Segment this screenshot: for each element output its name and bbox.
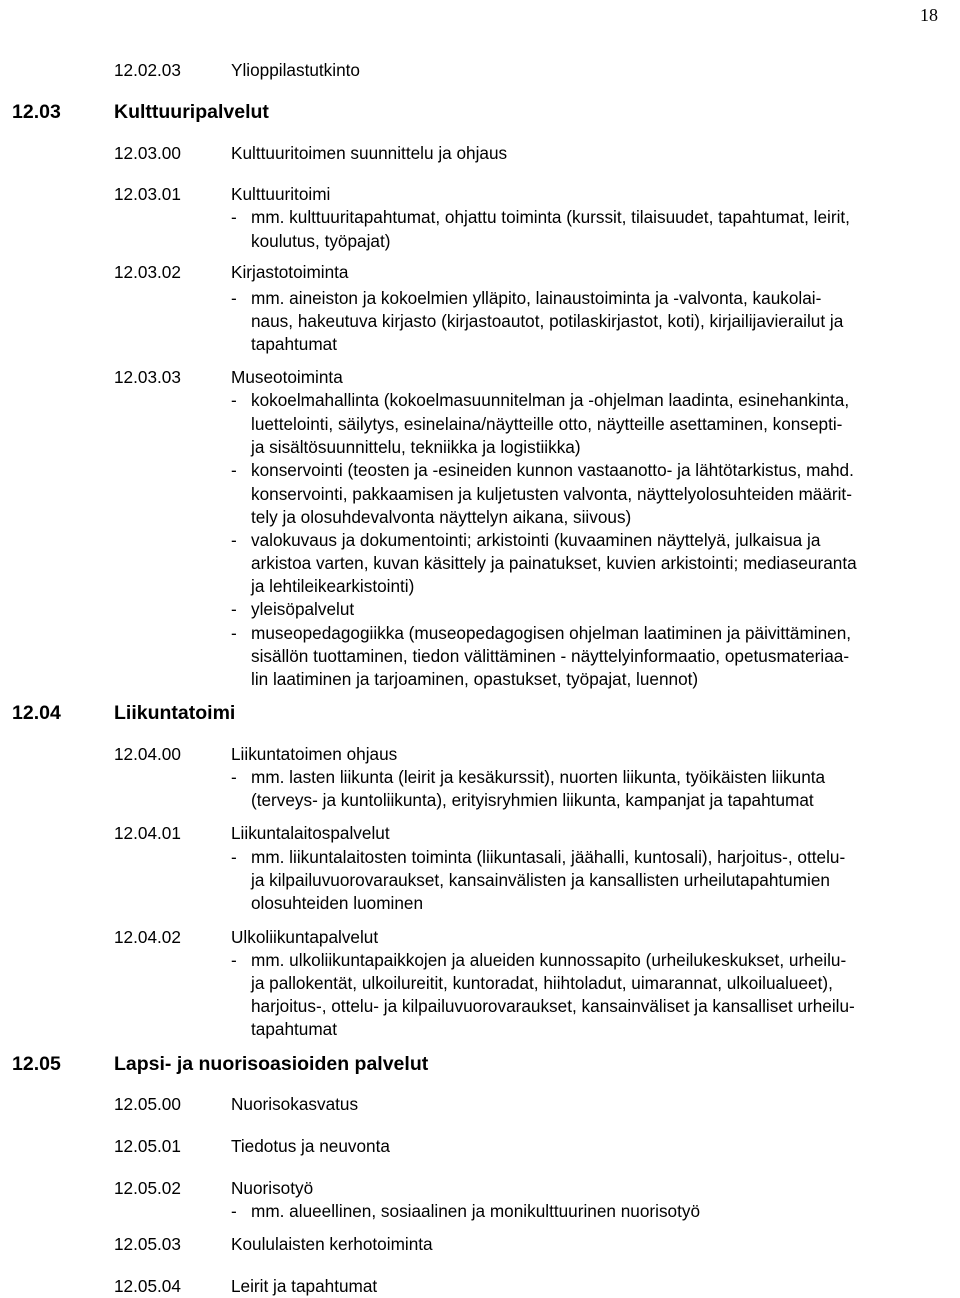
body-text-line: valokuvaus ja dokumentointi; arkistointi (kuvaaminen näyttelyä, julkaisua ja: [251, 530, 821, 550]
body-text-line: mm. kulttuuritapahtumat, ohjattu toiminta (kurssit, tilaisuudet, tapahtumat, leirit,: [251, 207, 850, 227]
subsection-number: 12.04.01: [114, 823, 181, 843]
body-text-line: tely ja olosuhdevalvonta näyttelyn aikana, siivous): [251, 507, 632, 527]
subsection-number: 12.03.01: [114, 184, 181, 204]
body-text-line: arkistoa varten, kuvan käsittely ja painatukset, kuvien arkistointi; mediaseuranta: [251, 553, 857, 573]
subsection-number: 12.05.00: [114, 1094, 181, 1114]
subsection-title: Nuorisotyö: [231, 1178, 314, 1198]
body-text-line: mm. lasten liikunta (leirit ja kesäkurssit), nuorten liikunta, työikäisten liikunta: [251, 767, 826, 787]
section-number: 12.03: [12, 101, 61, 123]
body-text-line: olosuhteiden luominen: [251, 893, 424, 913]
body-text-line: yleisöpalvelut: [251, 599, 355, 619]
subsection-title: Ulkoliikuntapalvelut: [231, 927, 379, 947]
body-text-line: sisällön tuottaminen, tiedon välittäminen - näyttelyinformaatio, opetusmateriaa-: [251, 646, 850, 666]
bullet-dash: -: [231, 623, 237, 643]
body-text-line: konservointi, pakkaamisen ja kuljetusten valvonta, näyttelyolosuhteiden määrit-: [251, 484, 852, 504]
body-text-line: (terveys- ja kuntoliikunta), erityisryhmien liikunta, kampanjat ja tapahtumat: [251, 790, 814, 810]
subsection-title: Kulttuuritoimi: [231, 184, 331, 204]
body-text-line: ja lehtileikearkistointi): [251, 576, 415, 596]
body-text-line: mm. alueellinen, sosiaalinen ja monikulttuurinen nuorisotyö: [251, 1201, 701, 1221]
page-number: 18: [920, 5, 938, 25]
subsection-number: 12.05.04: [114, 1276, 181, 1296]
body-text-line: tapahtumat: [251, 334, 337, 354]
subsection-number: 12.03.02: [114, 262, 181, 282]
subsection-title: Museotoiminta: [231, 367, 343, 387]
subsection-number: 12.03.03: [114, 367, 181, 387]
body-text-line: mm. aineiston ja kokoelmien ylläpito, lainaustoiminta ja -valvonta, kaukolai-: [251, 288, 822, 308]
subsection-title: Kirjastotoiminta: [231, 262, 349, 282]
body-text-line: mm. ulkoliikuntapaikkojen ja alueiden kunnossapito (urheilukeskukset, urheilu-: [251, 950, 847, 970]
subsection-number: 12.05.02: [114, 1178, 181, 1198]
body-text-line: ja kilpailuvuorovaraukset, kansainvälisten ja kansallisten urheilutapahtumien: [251, 870, 830, 890]
body-text-line: museopedagogiikka (museopedagogisen ohjelman laatiminen ja päivittäminen,: [251, 623, 852, 643]
subsection-number: 12.02.03: [114, 60, 181, 80]
subsection-title: Ylioppilastutkinto: [231, 60, 360, 80]
bullet-dash: -: [231, 530, 237, 550]
bullet-dash: -: [231, 207, 237, 227]
subsection-title: Koululaisten kerhotoiminta: [231, 1234, 433, 1254]
subsection-number: 12.05.01: [114, 1136, 181, 1156]
subsection-title: Leirit ja tapahtumat: [231, 1276, 378, 1296]
bullet-dash: -: [231, 390, 237, 410]
subsection-number: 12.04.02: [114, 927, 181, 947]
section-number: 12.05: [12, 1053, 61, 1075]
body-text-line: tapahtumat: [251, 1019, 337, 1039]
body-text-line: ja sisältösuunnittelu, tekniikka ja logistiikka): [251, 437, 581, 457]
body-text-line: lin laatiminen ja tarjoaminen, opastukset, työpajat, luennot): [251, 669, 699, 689]
subsection-title: Nuorisokasvatus: [231, 1094, 359, 1114]
section-heading: Liikuntatoimi: [114, 702, 236, 724]
bullet-dash: -: [231, 1201, 237, 1221]
body-text-line: konservointi (teosten ja -esineiden kunnon vastaanotto- ja lähtötarkistus, mahd.: [251, 460, 854, 480]
bullet-dash: -: [231, 460, 237, 480]
subsection-title: Tiedotus ja neuvonta: [231, 1136, 390, 1156]
body-text-line: mm. liikuntalaitosten toiminta (liikuntasali, jäähalli, kuntosali), harjoitus-, ottelu-: [251, 847, 846, 867]
subsection-title: Liikuntalaitospalvelut: [231, 823, 390, 843]
subsection-title: Liikuntatoimen ohjaus: [231, 744, 398, 764]
body-text-line: naus, hakeutuva kirjasto (kirjastoautot, potilaskirjastot, koti), kirjailijavierailut ja: [251, 311, 844, 331]
subsection-number: 12.04.00: [114, 744, 181, 764]
bullet-dash: -: [231, 767, 237, 787]
subsection-number: 12.05.03: [114, 1234, 181, 1254]
body-text-line: harjoitus-, ottelu- ja kilpailuvuorovaraukset, kansainväliset ja kansalliset urheilu-: [251, 996, 855, 1016]
bullet-dash: -: [231, 950, 237, 970]
bullet-dash: -: [231, 847, 237, 867]
body-text-line: ja pallokentät, ulkoilureitit, kuntoradat, hiihtoladut, uimarannat, ulkoilualueet),: [251, 973, 833, 993]
body-text-line: kokoelmahallinta (kokoelmasuunnitelman ja -ohjelman laadinta, esinehankinta,: [251, 390, 850, 410]
section-heading: Lapsi- ja nuorisoasioiden palvelut: [114, 1053, 429, 1075]
subsection-number: 12.03.00: [114, 143, 181, 163]
body-text-line: koulutus, työpajat): [251, 231, 391, 251]
section-heading: Kulttuuripalvelut: [114, 101, 269, 123]
bullet-dash: -: [231, 288, 237, 308]
subsection-title: Kulttuuritoimen suunnittelu ja ohjaus: [231, 143, 508, 163]
section-number: 12.04: [12, 702, 61, 724]
bullet-dash: -: [231, 599, 237, 619]
body-text-line: luettelointi, säilytys, esinelaina/näytteille otto, näytteille asettaminen, konsepti-: [251, 414, 843, 434]
